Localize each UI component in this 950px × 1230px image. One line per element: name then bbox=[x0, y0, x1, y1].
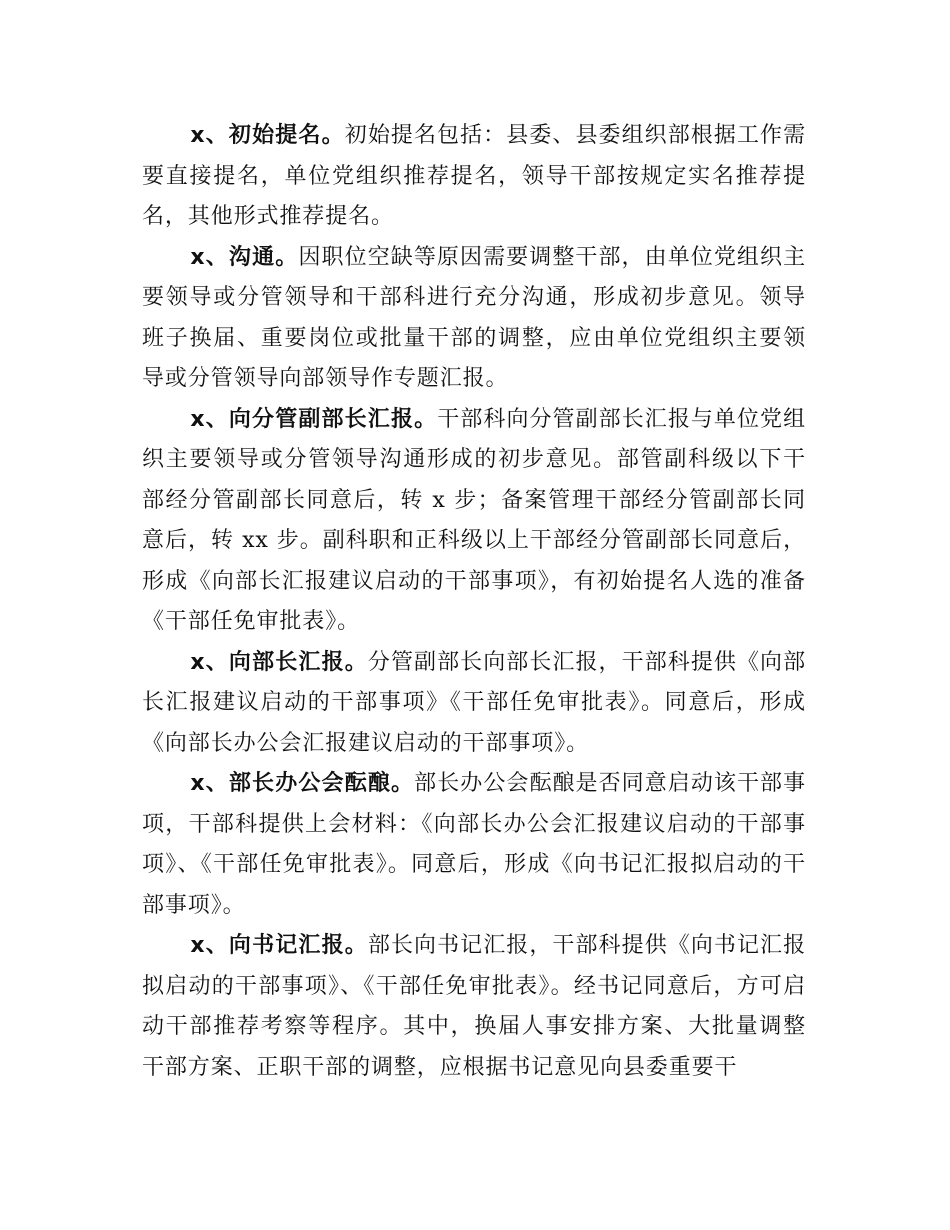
paragraph-text: 分管副部长向部长汇报，干部科提供《向部长汇报建议启动的干部事项》《干部任免审批表》。同意后，形成《向部长办公会汇报建议启动的干部事项》。 bbox=[142, 649, 806, 756]
paragraph-heading: x、向书记汇报。 bbox=[190, 933, 368, 958]
paragraph-report-secretary bbox=[142, 926, 806, 1088]
paragraph-text: 部长办公会酝酿是否同意启动该干部事项，干部科提供上会材料：《向部长办公会汇报建议启动的干部事项》、《干部任免审批表》。同意后，形成《向书记汇报拟启动的干部事项》。 bbox=[142, 771, 806, 918]
paragraph-report-deputy-minister bbox=[142, 400, 806, 643]
paragraph-heading: x、向部长汇报。 bbox=[190, 649, 368, 675]
paragraph-communication bbox=[142, 238, 806, 400]
paragraph-text: 干部科向分管副部长汇报与单位党组织主要领导或分管领导沟通形成的初步意见。部管副科级以下干部经分管副部长同意后，转 x 步；备案管理干部经分管副部长同意后，转 xx 步。副科职和正科级以上干部经分管副部长同意后，形成《向部长汇报建议启动的干部事项》，有初始提名人选的准备《干部任免审批表》。 bbox=[142, 406, 806, 634]
paragraph-initial-nomination bbox=[142, 116, 806, 238]
paragraph-text: 初始提名包括：县委、县委组织部根据工作需要直接提名，单位党组织推荐提名，领导干部按规定实名推荐提名，其他形式推荐提名。 bbox=[142, 123, 806, 229]
paragraph-report-minister bbox=[142, 643, 806, 765]
paragraph-heading: x、初始提名。 bbox=[190, 123, 345, 148]
paragraph-heading: x、部长办公会酝酿。 bbox=[190, 771, 415, 796]
paragraph-heading: x、沟通。 bbox=[190, 244, 299, 270]
paragraph-heading: x、向分管副部长汇报。 bbox=[190, 406, 438, 432]
paragraph-text: 因职位空缺等原因需要调整干部，由单位党组织主要领导或分管领导和干部科进行充分沟通，形成初步意见。领导班子换届、重要岗位或批量干部的调整，应由单位党组织主要领导或分管领导向部领导作专题汇报。 bbox=[142, 244, 806, 391]
paragraph-minister-office-meeting bbox=[142, 764, 806, 926]
document-body bbox=[142, 116, 806, 1088]
paragraph-text: 部长向书记汇报，干部科提供《向书记汇报拟启动的干部事项》、《干部任免审批表》。经书记同意后，方可启动干部推荐考察等程序。其中，换届人事安排方案、大批量调整干部方案、正职干部的调整，应根据书记意见向县委重要干 bbox=[142, 933, 806, 1080]
